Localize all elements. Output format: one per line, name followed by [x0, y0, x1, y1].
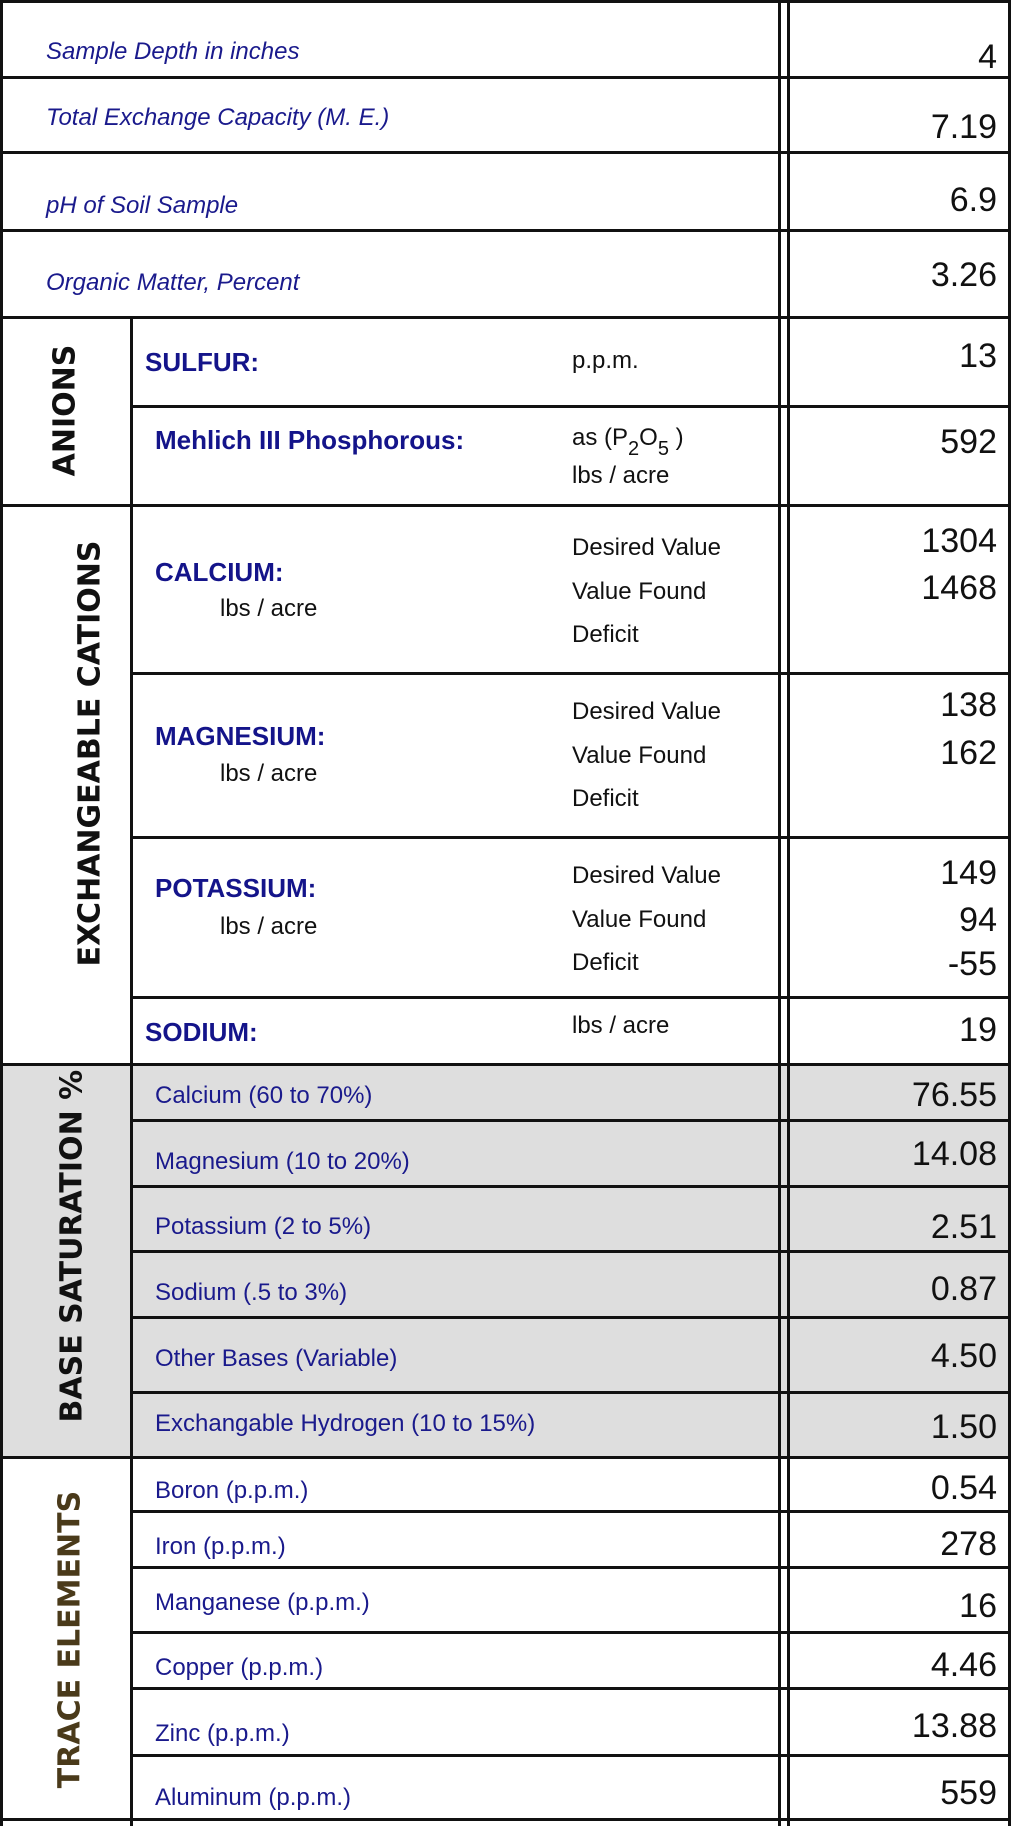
sample-depth-label: Sample Depth in inches [46, 38, 300, 65]
phosphorous-label: Mehlich III Phosphorous: [155, 425, 465, 455]
rule [132, 996, 1011, 999]
sodium-unit: lbs / acre [572, 1012, 670, 1039]
sulfur-value: 13 [959, 337, 997, 375]
rule [132, 405, 1011, 408]
rule [132, 1510, 1011, 1513]
tec-label: Total Exchange Capacity (M. E.) [46, 104, 390, 131]
rule [132, 1391, 1011, 1394]
rule [0, 229, 1011, 232]
trace-row-label: Zinc (p.p.m.) [155, 1720, 290, 1747]
phosphorous-sub-2: 2 [628, 438, 640, 460]
trace-row-label: Boron (p.p.m.) [155, 1477, 309, 1504]
rule [787, 0, 790, 1826]
calcium-desired-label: Desired Value [572, 534, 721, 561]
rule [132, 1250, 1011, 1253]
calcium-unit: lbs / acre [220, 595, 318, 622]
rule [0, 1818, 1011, 1821]
potassium-unit: lbs / acre [220, 913, 318, 940]
magnesium-deficit-label: Deficit [572, 785, 639, 812]
potassium-found-label: Value Found [572, 906, 707, 933]
ph-value: 6.9 [949, 181, 997, 219]
base-sat-row-value: 4.50 [930, 1337, 997, 1375]
anions-section-label: ANIONS [47, 344, 83, 477]
rule [132, 1119, 1011, 1122]
calcium-desired-value: 1304 [921, 522, 997, 560]
magnesium-found-label: Value Found [572, 742, 707, 769]
phosphorous-unit-o: O [639, 424, 658, 451]
rule [0, 1063, 1011, 1066]
rule [132, 1185, 1011, 1188]
calcium-label: CALCIUM: [155, 557, 284, 587]
trace-row-value: 16 [959, 1587, 997, 1625]
sodium-label: SODIUM: [145, 1017, 258, 1047]
tec-value: 7.19 [930, 108, 997, 146]
rule [132, 836, 1011, 839]
trace-row-value: 278 [940, 1525, 997, 1563]
base-sat-row-value: 14.08 [911, 1135, 997, 1173]
sample-depth-value: 4 [978, 38, 997, 76]
phosphorous-unit [572, 424, 684, 460]
magnesium-label: MAGNESIUM: [155, 721, 326, 751]
trace-row-value: 0.54 [930, 1469, 997, 1507]
base-sat-row-label: Sodium (.5 to 3%) [155, 1279, 348, 1306]
base-sat-row-value: 2.51 [930, 1208, 997, 1246]
rule [132, 1687, 1011, 1690]
trace-row-value: 4.46 [930, 1646, 997, 1684]
rule [0, 0, 3, 1826]
trace-elements-section-label: TRACE ELEMENTS [52, 1490, 88, 1789]
trace-row-label: Iron (p.p.m.) [155, 1533, 286, 1560]
base-sat-row-label: Other Bases (Variable) [155, 1345, 398, 1372]
rule [132, 1631, 1011, 1634]
rule [132, 1316, 1011, 1319]
rule [0, 504, 1011, 507]
base-saturation-section-label: BASE SATURATION % [54, 1069, 90, 1423]
organic-matter-label: Organic Matter, Percent [46, 269, 300, 296]
rule [0, 1456, 1011, 1459]
rule [778, 0, 781, 1826]
organic-matter-value: 3.26 [930, 256, 997, 294]
potassium-found-value: 94 [959, 901, 997, 939]
rule [0, 0, 1011, 3]
phosphorous-unit-suffix: ) [668, 424, 684, 451]
calcium-found-label: Value Found [572, 578, 707, 605]
phosphorous-unit-prefix: as (P [572, 424, 629, 451]
magnesium-desired-value: 138 [940, 686, 997, 724]
potassium-deficit-label: Deficit [572, 949, 639, 976]
potassium-desired-label: Desired Value [572, 862, 721, 889]
phosphorous-sub-5: 5 [657, 438, 669, 460]
rule [132, 672, 1011, 675]
rule [0, 151, 1011, 154]
base-sat-row-label: Calcium (60 to 70%) [155, 1082, 373, 1109]
base-sat-row-label: Exchangable Hydrogen (10 to 15%) [155, 1410, 536, 1437]
base-saturation-shade [132, 1064, 1011, 1457]
magnesium-desired-label: Desired Value [572, 698, 721, 725]
sulfur-label: SULFUR: [145, 347, 260, 377]
base-sat-row-label: Potassium (2 to 5%) [155, 1213, 372, 1240]
phosphorous-unit-line2: lbs / acre [572, 462, 670, 489]
rule [132, 1754, 1011, 1757]
base-sat-row-value: 76.55 [911, 1076, 997, 1114]
magnesium-found-value: 162 [940, 734, 997, 772]
base-sat-row-value: 0.87 [930, 1270, 997, 1308]
rule [0, 316, 1011, 319]
cations-section-label: EXCHANGEABLE CATIONS [72, 540, 108, 967]
calcium-deficit-label: Deficit [572, 621, 639, 648]
ph-label: pH of Soil Sample [46, 192, 239, 219]
trace-row-value: 13.88 [911, 1707, 997, 1745]
potassium-desired-value: 149 [940, 854, 997, 892]
trace-row-value: 559 [940, 1774, 997, 1812]
base-sat-row-value: 1.50 [930, 1408, 997, 1446]
calcium-found-value: 1468 [921, 569, 997, 607]
potassium-label: POTASSIUM: [155, 873, 317, 903]
potassium-deficit-value: -55 [947, 945, 997, 983]
rule [0, 76, 1011, 79]
rule [130, 316, 133, 1826]
magnesium-unit: lbs / acre [220, 760, 318, 787]
rule [132, 1566, 1011, 1569]
trace-row-label: Aluminum (p.p.m.) [155, 1784, 352, 1811]
base-sat-row-label: Magnesium (10 to 20%) [155, 1148, 410, 1175]
sulfur-unit: p.p.m. [572, 347, 639, 374]
trace-row-label: Manganese (p.p.m.) [155, 1589, 370, 1616]
sodium-value: 19 [959, 1011, 997, 1049]
trace-row-label: Copper (p.p.m.) [155, 1654, 324, 1681]
phosphorous-value: 592 [940, 423, 997, 461]
